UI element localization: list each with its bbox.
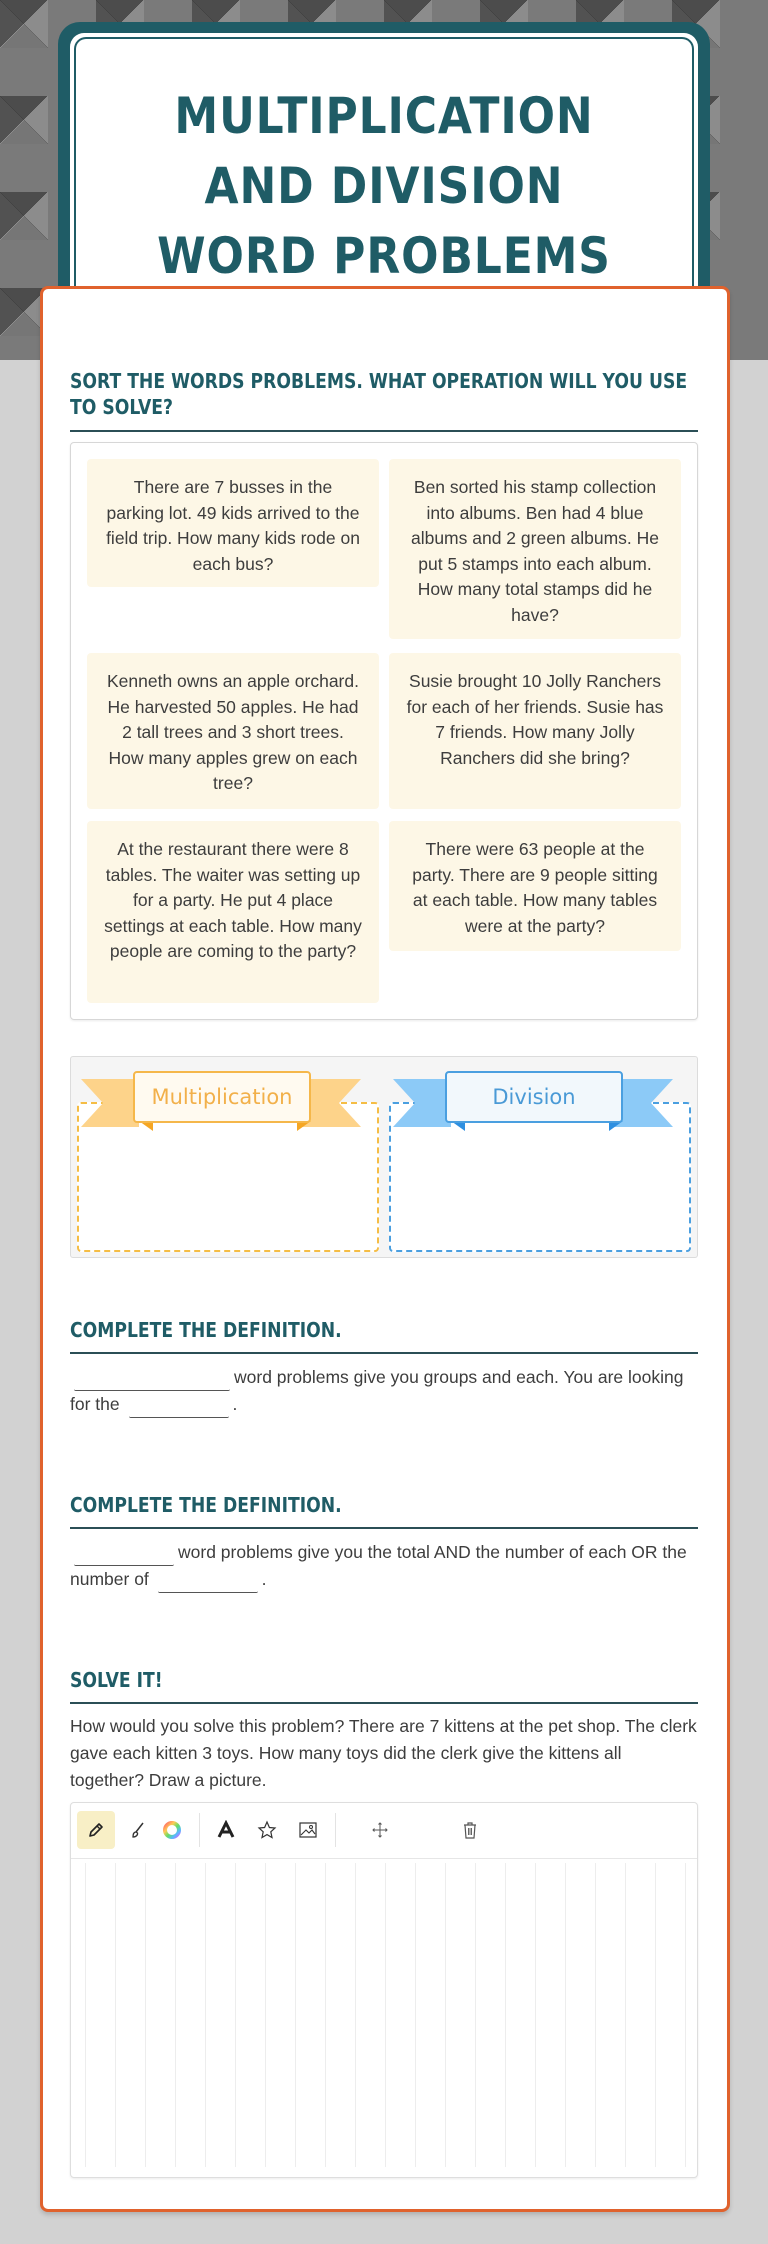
definition-2-text <box>70 1539 700 1593</box>
header-card <box>58 22 710 312</box>
problem-card-jolly-ranchers[interactable] <box>389 653 681 809</box>
category-label-division: Division <box>445 1071 623 1123</box>
section-divider <box>70 1527 698 1529</box>
color-picker-button[interactable] <box>153 1811 191 1849</box>
toolbar-separator <box>199 1813 200 1847</box>
solve-prompt: How would you solve this problem? There are 7 kittens at the pet shop. The clerk gave each kitten 3 toys. How many toys did the clerk give the kittens all together? Draw a picture. <box>70 1716 697 1790</box>
drawing-canvas[interactable] <box>75 1863 693 2167</box>
problem-text: There were 63 people at the party. There are 9 people sitting at each table. How many tables were at the party? <box>412 839 658 936</box>
trash-icon <box>460 1820 480 1840</box>
image-tool-button[interactable] <box>289 1811 327 1849</box>
image-icon <box>298 1820 318 1840</box>
stamp-tool-button[interactable] <box>248 1811 286 1849</box>
word-problem-cards <box>70 442 698 1020</box>
drawing-toolbar <box>71 1803 697 1859</box>
section-title-solve-it: SOLVE IT! <box>70 1668 163 1692</box>
brush-icon <box>128 1820 148 1840</box>
problem-text: Kenneth owns an apple orchard. He harvested 50 apples. He had 2 tall trees and 3 short trees. How many apples grew on each tree? <box>107 671 359 793</box>
section-divider <box>70 1352 698 1354</box>
ribbon-division <box>393 1065 613 1135</box>
page-title: MULTIPLICATION AND DIVISION WORD PROBLEMS <box>157 87 611 285</box>
section-title-definition-1: COMPLETE THE DEFINITION. <box>70 1318 342 1342</box>
sort-area <box>70 1056 698 1258</box>
definition-1-blank-1[interactable] <box>74 1369 230 1391</box>
problem-text: At the restaurant there were 8 tables. The waiter was setting up for a party. He put 4 place settings at each table. How many people are coming to the party? <box>104 839 362 961</box>
definition-2-blank-2[interactable] <box>158 1571 258 1593</box>
definition-1-text <box>70 1364 700 1418</box>
star-icon <box>257 1820 277 1840</box>
color-wheel-icon <box>162 1820 182 1840</box>
problem-card-party-tables[interactable] <box>389 821 681 951</box>
header-inner <box>70 33 698 312</box>
definition-1-sentence: word problems give you groups and each. You are looking for the <box>70 1367 684 1414</box>
problem-text: Ben sorted his stamp collection into albums. Ben had 4 blue albums and 2 green albums. He put 5 stamps into each album. How many total stamps did he have? <box>410 477 660 625</box>
problem-card-stamps[interactable] <box>389 459 681 639</box>
section-divider <box>70 1702 698 1704</box>
definition-2-period: . <box>261 1569 267 1589</box>
toolbar-separator <box>335 1813 336 1847</box>
problem-text: Susie brought 10 Jolly Ranchers for each of her friends. Susie has 7 friends. How many Jolly Ranchers did she bring? <box>406 671 664 768</box>
problem-card-apples[interactable] <box>87 653 379 809</box>
problem-card-busses[interactable] <box>87 459 379 587</box>
section-title-sort: SORT THE WORDS PROBLEMS. WHAT OPERATION WILL YOU USE TO SOLVE? <box>70 369 688 419</box>
header-frame <box>74 37 694 312</box>
move-tool-button[interactable] <box>361 1811 399 1849</box>
drawing-widget <box>70 1802 698 2178</box>
section-title-definition-2: COMPLETE THE DEFINITION. <box>70 1493 342 1517</box>
brush-tool-button[interactable] <box>119 1811 157 1849</box>
problem-card-restaurant[interactable] <box>87 821 379 1003</box>
definition-1-period: . <box>232 1394 238 1414</box>
text-tool-button[interactable] <box>207 1811 245 1849</box>
definition-2-blank-1[interactable] <box>74 1544 174 1566</box>
problem-text: There are 7 busses in the parking lot. 49 kids arrived to the field trip. How many kids rode on each bus? <box>106 477 360 574</box>
category-label-multiplication: Multiplication <box>133 1071 311 1123</box>
pencil-tool-button[interactable] <box>77 1811 115 1849</box>
definition-2-sentence: word problems give you the total AND the number of each OR the number of <box>70 1542 687 1589</box>
ribbon-multiplication <box>81 1065 301 1135</box>
section-divider <box>70 430 698 432</box>
delete-tool-button[interactable] <box>451 1811 489 1849</box>
pencil-icon <box>86 1820 106 1840</box>
move-icon <box>370 1820 390 1840</box>
text-icon <box>216 1820 236 1840</box>
definition-1-blank-2[interactable] <box>129 1396 229 1418</box>
